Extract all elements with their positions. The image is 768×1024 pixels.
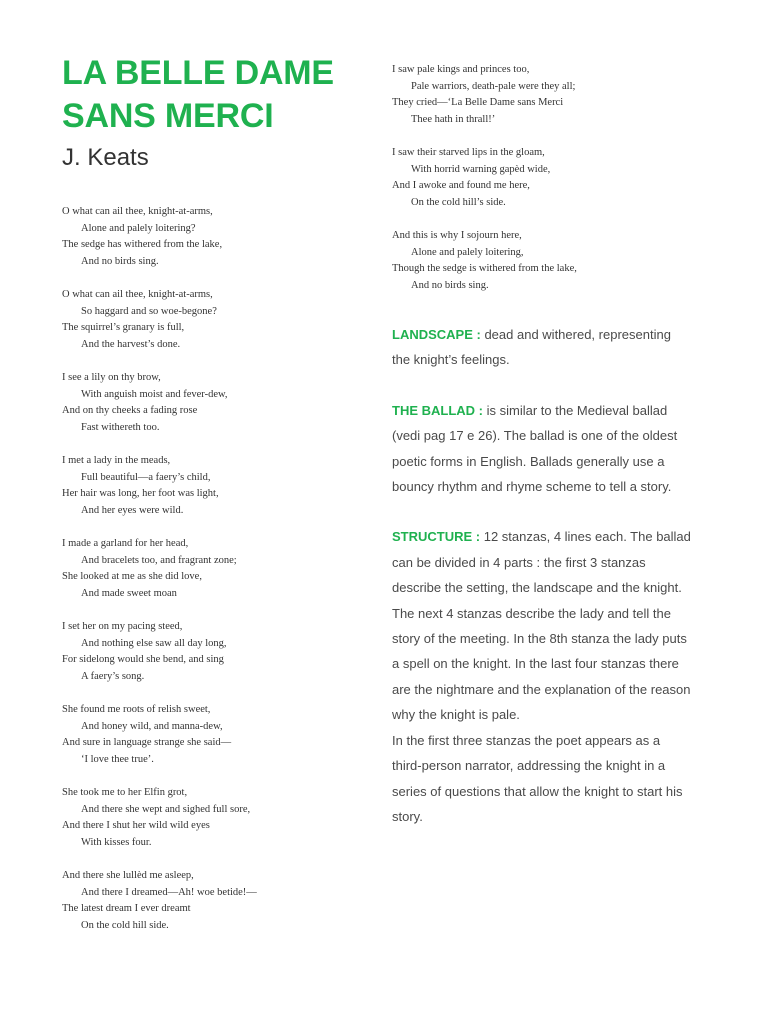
note-paragraph [392, 322, 692, 373]
poem-line: O what can ail thee, knight-at-arms, [62, 206, 213, 217]
note-label: STRUCTURE : [392, 529, 481, 545]
poem-line: The squirrel’s granary is full, [62, 322, 185, 333]
stanza [392, 228, 692, 294]
poem-line: With kisses four. [81, 836, 152, 848]
poem-line: And bracelets too, and fragrant zone; [81, 554, 237, 566]
left-column [62, 52, 362, 951]
stanza [62, 702, 362, 768]
poem-line: She took me to her Elfin grot, [62, 787, 188, 798]
poem-line: Pale warriors, death-pale were they all; [411, 80, 576, 92]
poem-line: And the harvest’s done. [81, 338, 181, 350]
note-paragraph [392, 524, 692, 727]
poem-line: On the cold hill side. [81, 919, 169, 931]
poem-line: Thee hath in thrall!’ [411, 113, 496, 125]
stanza [62, 868, 362, 934]
poem-stanzas-left [62, 204, 362, 934]
poem-line: I made a garland for her head, [62, 538, 189, 549]
poem-line: I see a lily on thy brow, [62, 372, 161, 383]
poem-line: Alone and palely loitering? [81, 222, 196, 234]
note-block [392, 398, 692, 500]
stanza [392, 62, 692, 128]
poem-stanzas-right [392, 62, 692, 294]
poem-line: The latest dream I ever dreamt [62, 903, 191, 914]
note-text: dead and withered, representing the knight’s feelings. [392, 327, 671, 368]
stanza [62, 536, 362, 602]
right-column [392, 62, 692, 854]
poem-line: And no birds sing. [411, 279, 489, 291]
poem-line: And this is why I sojourn here, [392, 230, 522, 241]
poem-line: And I awoke and found me here, [392, 180, 530, 191]
title-line-1: LA BELLE DAME [62, 54, 334, 92]
poem-line: I set her on my pacing steed, [62, 621, 183, 632]
note-text: is similar to the Medieval ballad (vedi pag 17 e 26). The ballad is one of the oldest poetic forms in English. Ballads generally use a bouncy rhythm and rhyme scheme to tell a story. [392, 402, 678, 495]
poem-line: And nothing else saw all day long, [81, 637, 227, 649]
note-block [392, 524, 692, 829]
poem-line: For sidelong would she bend, and sing [62, 654, 224, 665]
poem-line: On the cold hill’s side. [411, 196, 506, 208]
poem-line: O what can ail thee, knight-at-arms, [62, 289, 213, 300]
poem-line: I met a lady in the meads, [62, 455, 171, 466]
title-line-2: SANS MERCI [62, 97, 274, 135]
note-block [392, 322, 692, 373]
poem-line: So haggard and so woe-begone? [81, 305, 217, 317]
poem-line: ‘I love thee true’. [81, 753, 154, 765]
author: J. Keats [62, 144, 149, 171]
poem-line: Full beautiful—a faery’s child, [81, 471, 211, 483]
note-text: 12 stanzas, 4 lines each. The ballad can be divided in 4 parts : the first 3 stanzas describe the setting, the landscape and the knight. The next 4 stanzas describe the lady and tell the story of the meeting. In the 8th stanza the lady puts a spell on the knight. In the last four stanzas there are the nightmare and the explanation of the reason why the knight is pale. [392, 529, 691, 723]
note-label: THE BALLAD : [392, 402, 483, 418]
stanza [62, 370, 362, 436]
poem-line: She looked at me as she did love, [62, 571, 202, 582]
poem-line: And no birds sing. [81, 255, 159, 267]
stanza [62, 287, 362, 353]
stanza [392, 145, 692, 211]
poem-line: A faery’s song. [81, 670, 145, 682]
poem-line: Alone and palely loitering, [411, 246, 524, 258]
poem-line: With anguish moist and fever-dew, [81, 388, 228, 400]
poem-line: Her hair was long, her foot was light, [62, 488, 219, 499]
poem-line: The sedge has withered from the lake, [62, 239, 223, 250]
poem-line: And there I dreamed—Ah! woe betide!— [81, 886, 257, 898]
stanza [62, 785, 362, 851]
note-paragraph [392, 728, 692, 830]
poem-line: She found me roots of relish sweet, [62, 704, 211, 715]
note-paragraph [392, 398, 692, 500]
notes-section [392, 322, 692, 829]
poem-line: Fast withereth too. [81, 421, 160, 433]
poem-line: And on thy cheeks a fading rose [62, 405, 198, 416]
poem-line: And there she lullèd me asleep, [62, 870, 194, 881]
poem-line: They cried—‘La Belle Dame sans Merci [392, 97, 564, 108]
poem-line: With horrid warning gapèd wide, [411, 163, 551, 175]
poem-line: And sure in language strange she said— [62, 737, 232, 748]
poem-line: I saw pale kings and princes too, [392, 64, 530, 75]
note-text: In the first three stanzas the poet appears as a third-person narrator, addressing the knight in a series of questions that allow the knight to start his story. [392, 732, 683, 824]
poem-line: And her eyes were wild. [81, 504, 184, 516]
poem-line: I saw their starved lips in the gloam, [392, 147, 545, 158]
stanza [62, 619, 362, 685]
poem-line: And made sweet moan [81, 587, 177, 599]
poem-line: And there I shut her wild wild eyes [62, 820, 210, 831]
poem-line: Though the sedge is withered from the lake, [392, 263, 577, 274]
stanza [62, 453, 362, 519]
stanza [62, 204, 362, 270]
note-label: LANDSCAPE : [392, 327, 481, 342]
poem-title [62, 52, 362, 138]
poem-line: And there she wept and sighed full sore, [81, 803, 251, 815]
poem-line: And honey wild, and manna-dew, [81, 720, 223, 732]
